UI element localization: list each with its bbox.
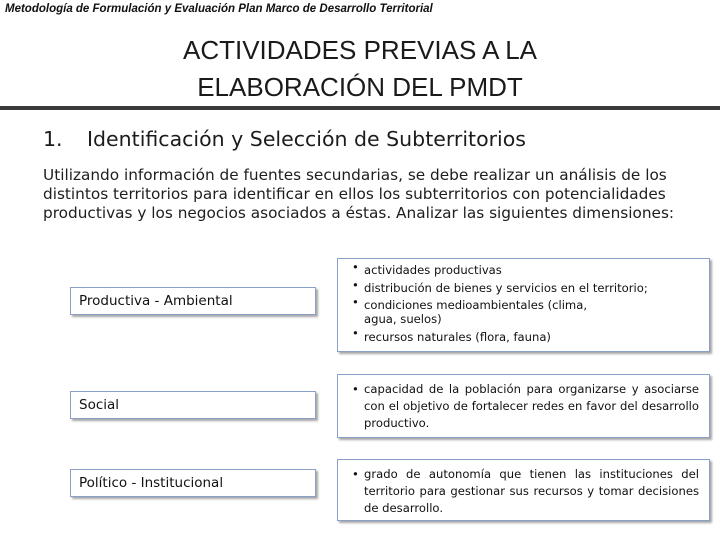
title-divider xyxy=(0,106,720,110)
slide-title xyxy=(0,32,720,106)
bullet-item: • recursos naturales (flora, fauna) xyxy=(352,327,699,346)
bullet-list xyxy=(352,261,699,346)
bullet-item: • condiciones medioambientales (clima, agua, suelos) xyxy=(352,296,699,327)
dimension-label: Político - Institucional xyxy=(79,475,224,491)
dimension-box-politico xyxy=(70,469,316,497)
section-heading xyxy=(43,127,526,151)
bullet-list xyxy=(352,466,699,518)
section-number: 1. xyxy=(43,127,63,151)
dimension-label: Productiva - Ambiental xyxy=(79,293,233,309)
intro-paragraph: Utilizando información de fuentes secundarias, se debe realizar un análisis de los distintos territorios para identificar en ellos los subterritorios con potencialidades productivas y los negocios asociados a éstas. Analizar las siguientes dimensiones: xyxy=(43,166,675,222)
bullet-item: • actividades productivas xyxy=(352,261,699,279)
bullet-item: • capacidad de la población para organizarse y asociarse con el objetivo de fortalecer redes en favor del desarrollo productivo. xyxy=(352,381,699,433)
dimension-box-social xyxy=(70,391,316,419)
bullet-item: • grado de autonomía que tienen las instituciones del territorio para gestionar sus recursos y tomar decisiones de desarrollo. xyxy=(352,466,699,518)
slide-title-line-2: ELABORACIÓN DEL PMDT xyxy=(197,72,523,102)
document-header: Metodología de Formulación y Evaluación Plan Marco de Desarrollo Territorial xyxy=(5,3,433,15)
dimension-label: Social xyxy=(79,397,120,413)
dimension-box-productiva xyxy=(70,287,316,315)
bullet-item: • distribución de bienes y servicios en el territorio; xyxy=(352,279,699,297)
section-title: Identificación y Selección de Subterritorios xyxy=(87,127,526,151)
slide-title-line-1: ACTIVIDADES PREVIAS A LA xyxy=(182,35,538,65)
dimension-detail-politico xyxy=(337,459,710,521)
dimension-detail-social xyxy=(337,374,710,438)
bullet-list xyxy=(352,381,699,433)
dimension-detail-productiva xyxy=(337,258,710,352)
